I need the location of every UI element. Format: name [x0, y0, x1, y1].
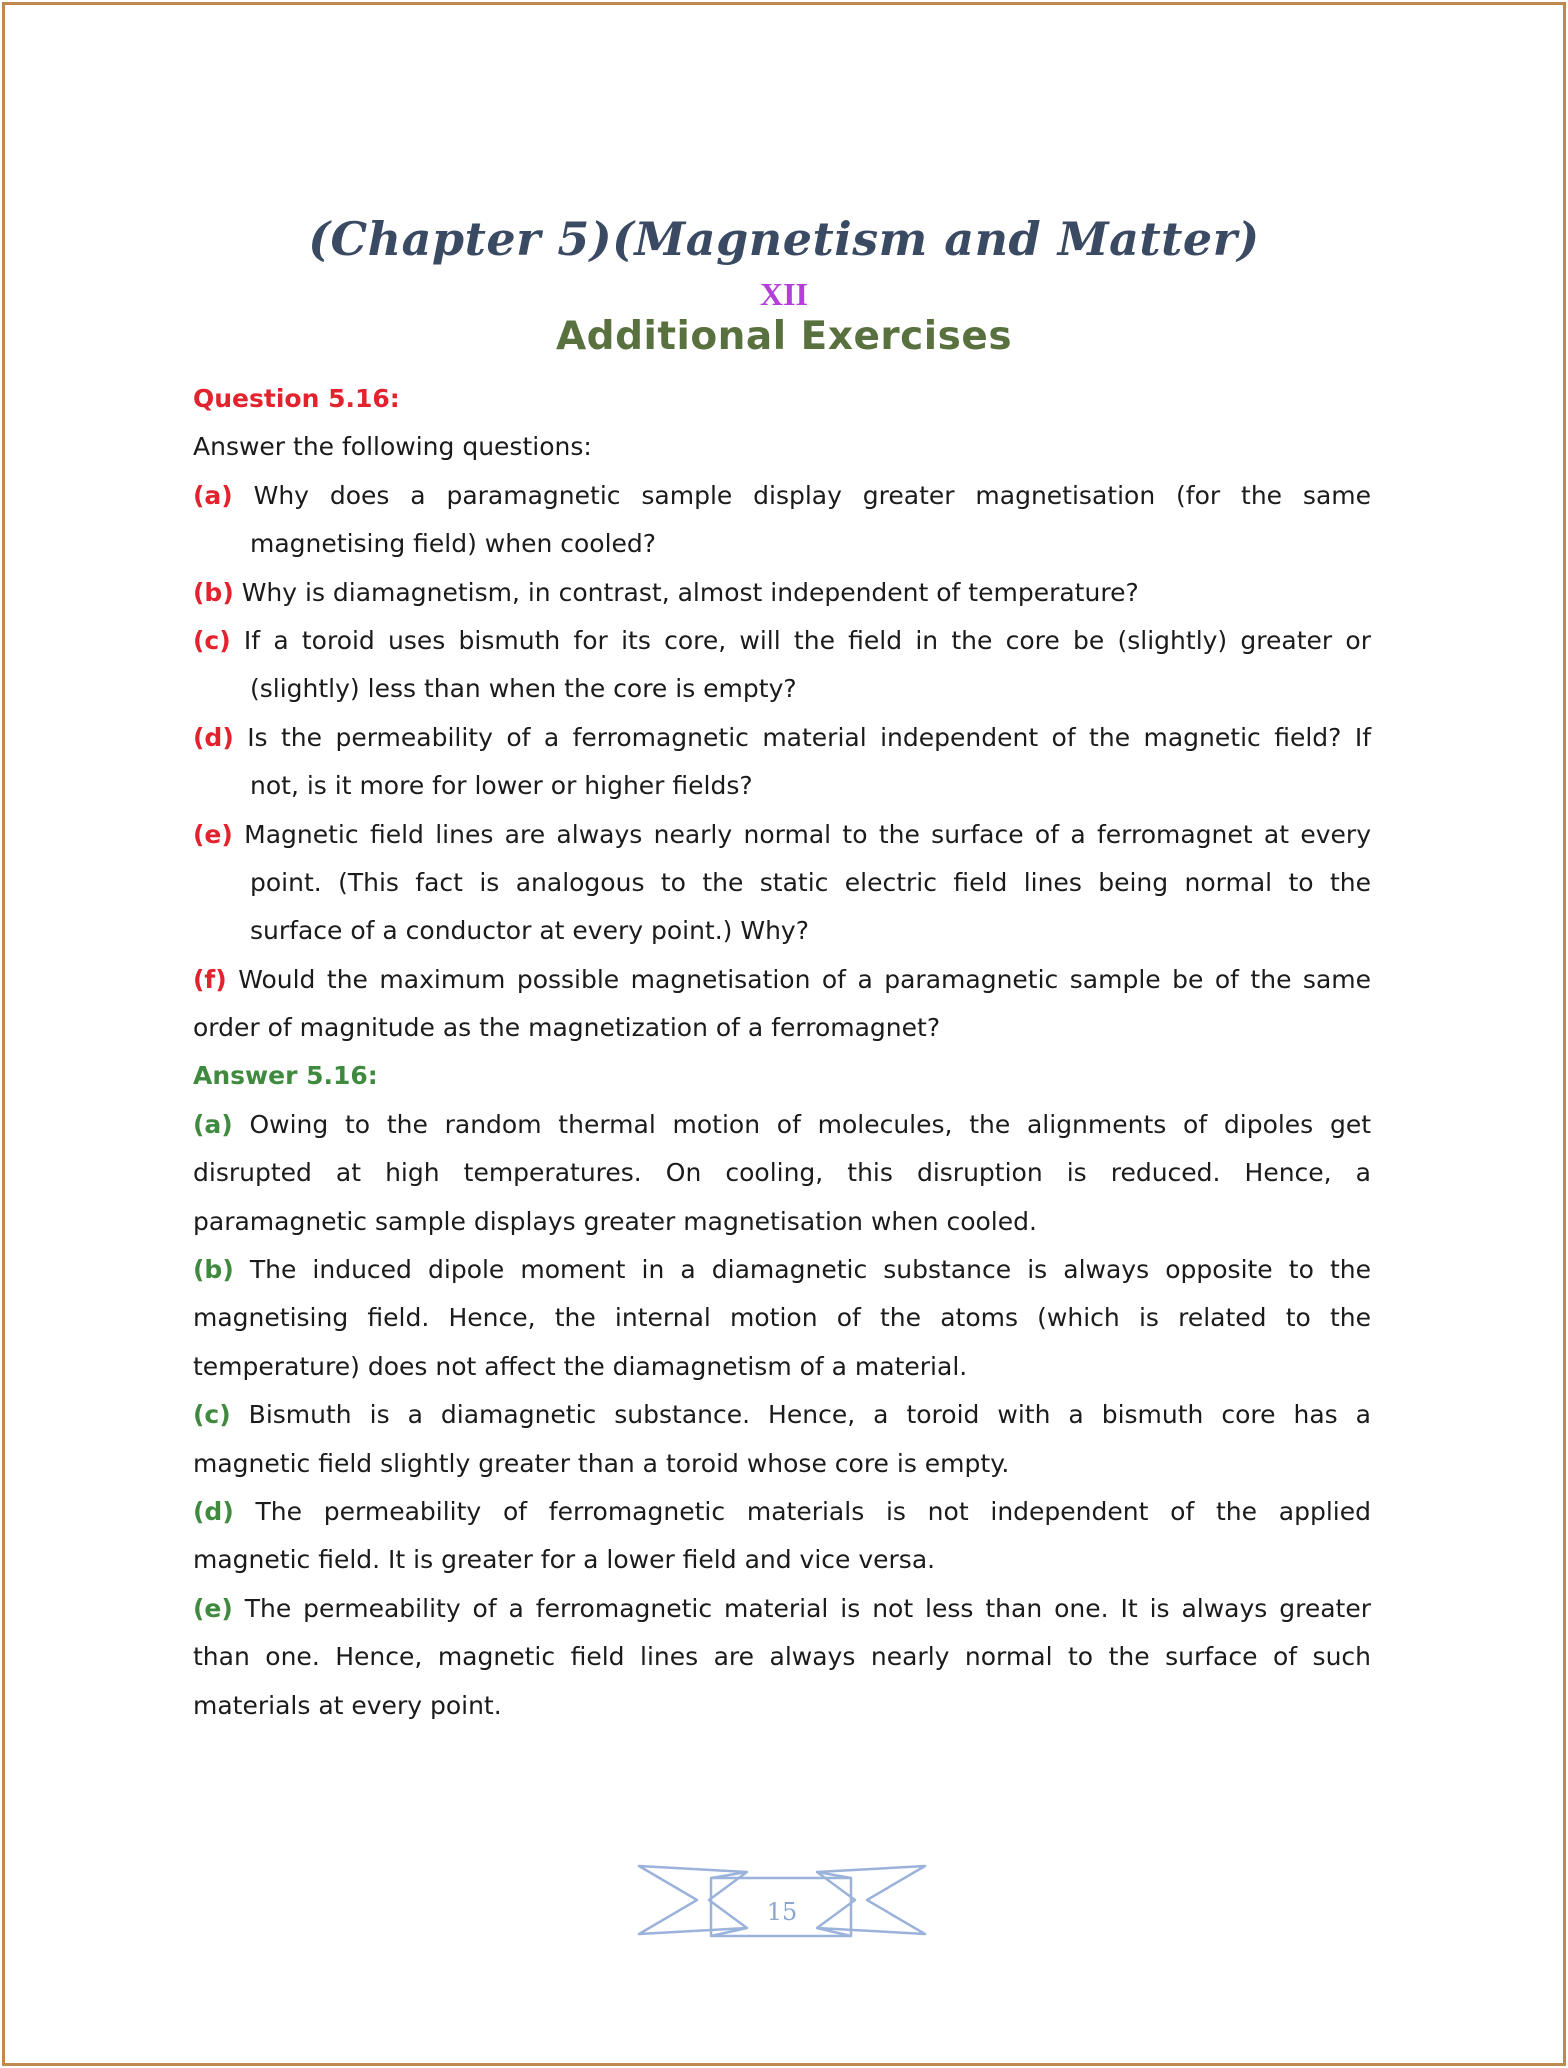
- question-part-a-line-1: [193, 472, 1371, 520]
- question-part-tag: (e): [193, 819, 233, 849]
- question-part-e-line-3: surface of a conductor at every point.) Why?: [250, 916, 809, 946]
- question-part-f-line-1: [193, 956, 1371, 1004]
- answer-part-b-line-3: temperature) does not affect the diamagnetism of a material.: [193, 1351, 968, 1381]
- question-part-tag: (a): [193, 480, 233, 510]
- answer-part-tag: (e): [193, 1593, 233, 1623]
- question-heading: Question 5.16:: [193, 384, 400, 413]
- question-part-f-line-2: order of magnitude as the magnetization of a ferromagnet?: [193, 1013, 941, 1043]
- class-label: XII: [759, 276, 808, 312]
- ribbon-right-tail: [817, 1866, 925, 1934]
- answer-part-tag: (c): [193, 1400, 231, 1430]
- question-part-text: Why is diamagnetism, in contrast, almost independent of temperature?: [241, 577, 1139, 607]
- ribbon-left-tail: [639, 1866, 747, 1934]
- question-part-tag: (d): [193, 722, 234, 752]
- answer-part-b-line-1: [193, 1246, 1371, 1294]
- page-content: [193, 375, 1371, 1730]
- chapter-title: (Chapter 5)(Magnetism and Matter): [308, 212, 1260, 266]
- question-intro: Answer the following questions:: [193, 432, 592, 462]
- page-number: 15: [766, 1898, 798, 1926]
- answer-part-a-line-3: paramagnetic sample displays greater magnetisation when cooled.: [193, 1206, 1037, 1236]
- answer-part-c-line-1: [193, 1391, 1371, 1439]
- answer-heading: Answer 5.16:: [193, 1061, 378, 1091]
- answer-part-d-line-1: [193, 1488, 1371, 1536]
- answer-part-d-line-2: magnetic field. It is greater for a lower field and vice versa.: [193, 1545, 936, 1575]
- answer-part-e-line-3: materials at every point.: [193, 1690, 502, 1720]
- question-part-e-line-2: point. (This fact is analogous to the static electric field lines being normal to the: [250, 867, 1371, 897]
- question-part-e-line-1: [193, 811, 1371, 859]
- question-part-text: Magnetic field lines are always nearly normal to the surface of a ferromagnet at every: [244, 819, 1371, 849]
- question-part-text: Why does a paramagnetic sample display greater magnetisation (for the same: [253, 480, 1371, 510]
- question-part-a-line-2: magnetising field) when cooled?: [250, 529, 657, 559]
- question-part-d-line-2: not, is it more for lower or higher fields?: [250, 771, 753, 801]
- question-part-d-line-1: [193, 714, 1371, 762]
- answer-part-e-line-1: [193, 1585, 1371, 1633]
- question-part-b-line-1: [193, 569, 1371, 617]
- question-part-text: If a toroid uses bismuth for its core, will the field in the core be (slightly) greater or: [243, 625, 1371, 655]
- answer-part-text: The permeability of ferromagnetic materials is not independent of the applied: [255, 1496, 1371, 1526]
- question-part-text: Is the permeability of a ferromagnetic material independent of the magnetic field? If: [247, 722, 1372, 752]
- question-part-text: Would the maximum possible magnetisation of a paramagnetic sample be of the same: [238, 964, 1372, 994]
- answer-part-c-line-2: magnetic field slightly greater than a toroid whose core is empty.: [193, 1448, 1010, 1478]
- answer-part-a-line-2: disrupted at high temperatures. On cooling, this disruption is reduced. Hence, a: [193, 1158, 1371, 1188]
- answer-part-text: Bismuth is a diamagnetic substance. Hence, a toroid with a bismuth core has a: [248, 1400, 1372, 1430]
- answer-part-text: Owing to the random thermal motion of molecules, the alignments of dipoles get: [249, 1109, 1371, 1139]
- answer-part-text: The induced dipole moment in a diamagnetic substance is always opposite to the: [249, 1255, 1371, 1285]
- question-part-c-line-2: (slightly) less than when the core is empty?: [250, 674, 797, 704]
- question-part-c-line-1: [193, 617, 1371, 665]
- question-part-tag: (f): [193, 964, 227, 994]
- question-part-tag: (b): [193, 577, 234, 607]
- question-part-tag: (c): [193, 625, 231, 655]
- answer-part-e-line-2: than one. Hence, magnetic field lines are always nearly normal to the surface of such: [193, 1642, 1371, 1672]
- answer-part-text: The permeability of a ferromagnetic material is not less than one. It is always greater: [244, 1593, 1372, 1623]
- answer-part-tag: (d): [193, 1496, 234, 1526]
- answer-part-tag: (b): [193, 1255, 234, 1285]
- section-title: Additional Exercises: [555, 314, 1013, 359]
- answer-part-tag: (a): [193, 1109, 233, 1139]
- answer-part-b-line-2: magnetising field. Hence, the internal motion of the atoms (which is related to the: [193, 1303, 1371, 1333]
- answer-part-a-line-1: [193, 1101, 1371, 1149]
